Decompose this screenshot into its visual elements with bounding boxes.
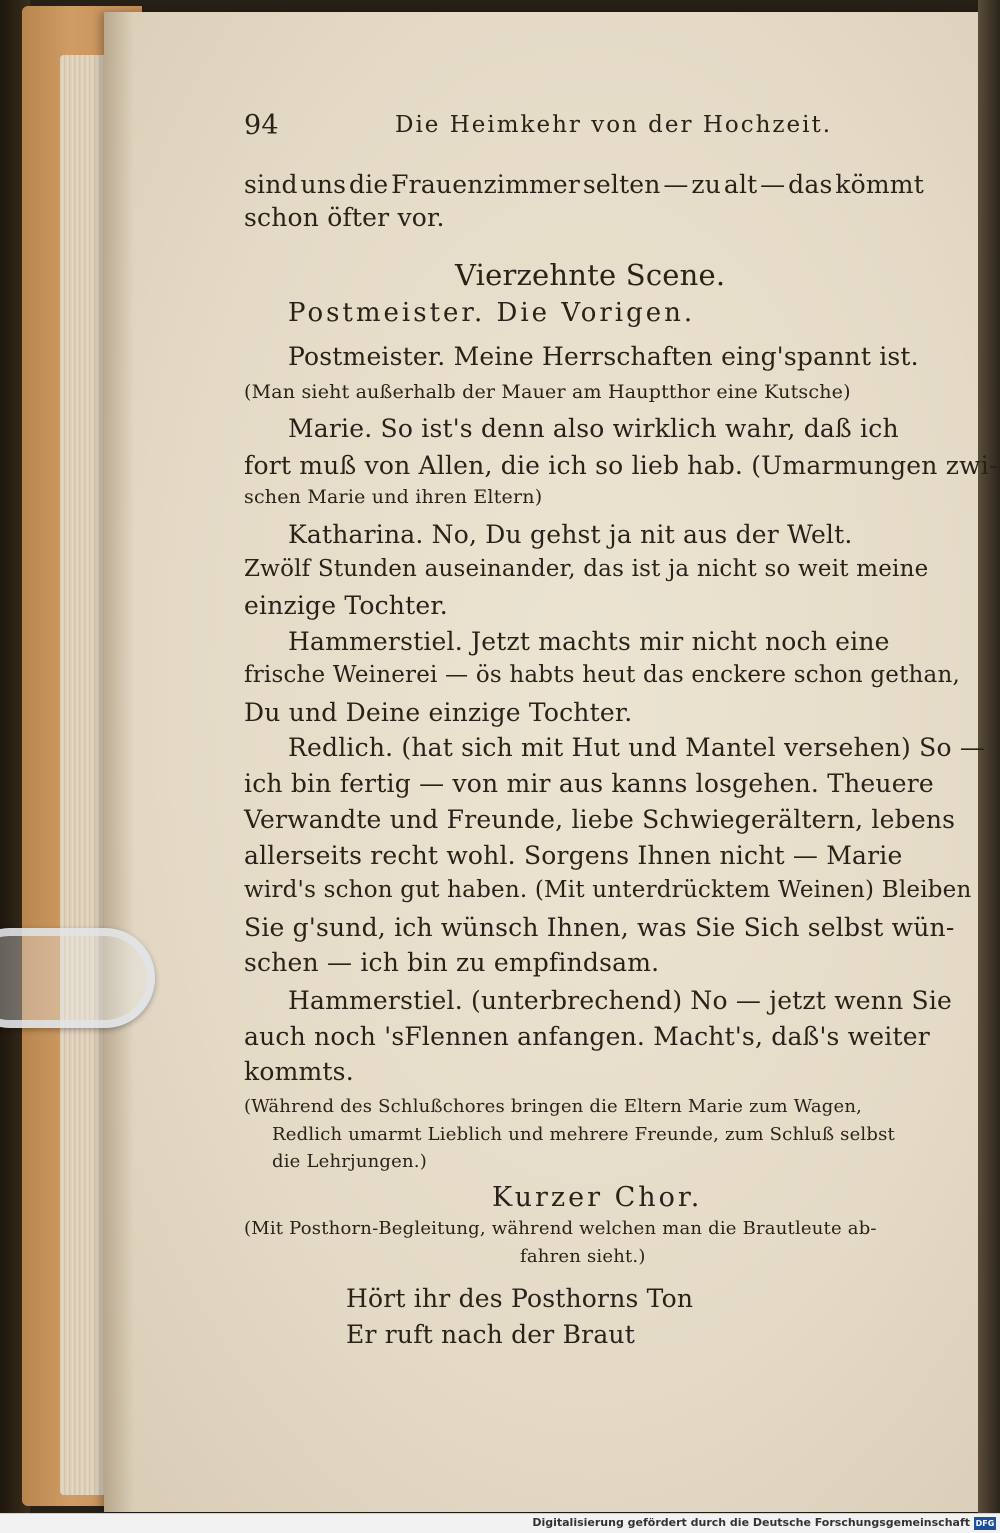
speech-line: Hammerstiel. Jetzt machts mir nicht noch eine	[288, 627, 890, 656]
chorus-heading: Kurzer Chor.	[492, 1182, 703, 1213]
page-gutter-shadow	[104, 12, 134, 1512]
text-line: ich bin fertig — von mir aus kanns losgehen. Theuere	[244, 769, 934, 798]
stage-direction: (Mit Posthorn-Begleitung, während welchen man die Brautleute ab-	[244, 1218, 877, 1239]
digitization-footer	[0, 1513, 1000, 1533]
speech-line: Hammerstiel. (unterbrechend) No — jetzt wenn Sie	[288, 986, 953, 1015]
text-line: Sie g'sund, ich wünsch Ihnen, was Sie Sich selbst wün-	[244, 913, 955, 942]
scene-characters: Postmeister. Die Vorigen.	[288, 298, 696, 328]
stage-direction: (Während des Schlußchores bringen die Eltern Marie zum Wagen,	[244, 1096, 863, 1117]
speech-line: Postmeister. Meine Herrschaften eing'spannt ist.	[288, 342, 919, 371]
speech-line: Katharina. No, Du gehst ja nit aus der Welt.	[288, 520, 853, 549]
text-line: kommts.	[244, 1057, 354, 1086]
text-line: allerseits recht wohl. Sorgens Ihnen nicht — Marie	[244, 841, 903, 870]
running-title: Die Heimkehr von der Hochzeit.	[395, 112, 833, 138]
stage-direction: die Lehrjungen.)	[272, 1151, 427, 1172]
stage-direction: Redlich umarmt Lieblich und mehrere Freunde, zum Schluß selbst	[272, 1124, 895, 1145]
text-line: einzige Tochter.	[244, 591, 448, 620]
footer-credit: Digitalisierung gefördert durch die Deutsche Forschungsgemeinschaft	[532, 1516, 970, 1529]
verse-line: Er ruft nach der Braut	[346, 1320, 635, 1349]
stage-direction: (Man sieht außerhalb der Mauer am Hauptthor eine Kutsche)	[244, 381, 851, 403]
dfg-logo-icon: DFG	[975, 1519, 995, 1528]
stage-direction: schen Marie und ihren Eltern)	[244, 486, 543, 508]
speech-line: Marie. So ist's denn also wirklich wahr, daß ich	[288, 414, 899, 443]
text-line: fort muß von Allen, die ich so lieb hab. (Umarmungen zwi-	[244, 451, 998, 480]
page-number: 94	[244, 110, 279, 141]
text-line: sind uns die Frauenzimmer selten — zu alt — das kömmt	[244, 170, 924, 199]
text-line: auch noch 'sFlennen anfangen. Macht's, daß's weiter	[244, 1022, 930, 1051]
scan-right-margin	[978, 0, 1000, 1533]
scene-heading: Vierzehnte Scene.	[455, 258, 726, 292]
speech-line: Redlich. (hat sich mit Hut und Mantel versehen) So —	[288, 733, 986, 762]
text-line: schon öfter vor.	[244, 203, 445, 232]
text-line: Du und Deine einzige Tochter.	[244, 698, 633, 727]
stage-direction: fahren sieht.)	[520, 1246, 646, 1267]
text-line: schen — ich bin zu empfindsam.	[244, 948, 660, 977]
text-line: Zwölf Stunden auseinander, das ist ja nicht so weit meine	[244, 556, 929, 582]
page-clip	[0, 928, 155, 1028]
verse-line: Hört ihr des Posthorns Ton	[346, 1284, 694, 1313]
text-line: wird's schon gut haben. (Mit unterdrücktem Weinen) Bleiben	[244, 877, 972, 903]
text-line: frische Weinerei — ös habts heut das enckere schon gethan,	[244, 662, 960, 688]
text-line: Verwandte und Freunde, liebe Schwiegerältern, lebens	[244, 805, 956, 834]
